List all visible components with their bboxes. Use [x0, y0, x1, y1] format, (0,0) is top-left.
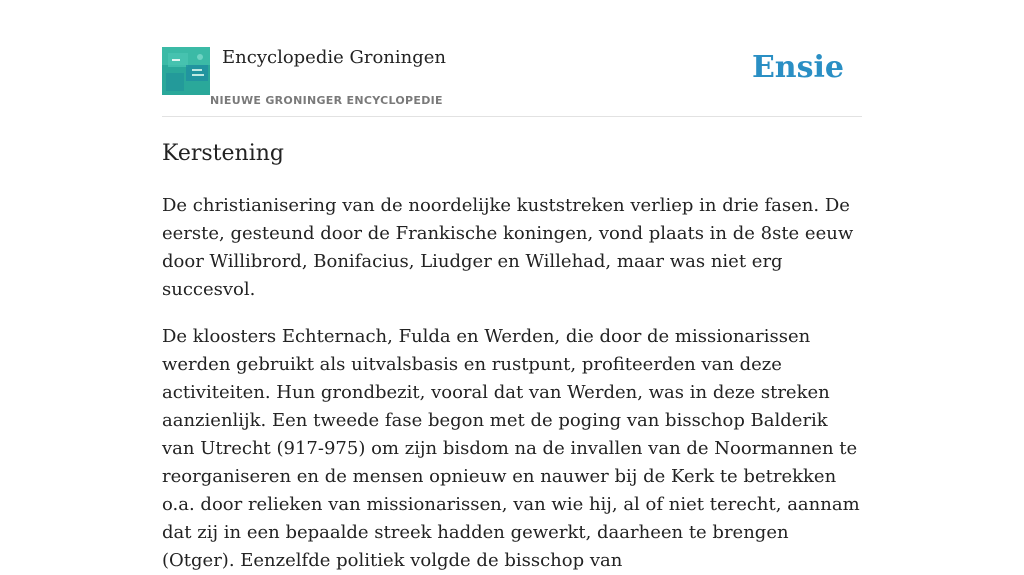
- site-subtitle: NIEUWE GRONINGER ENCYCLOPEDIE: [210, 94, 443, 107]
- site-name[interactable]: Encyclopedie Groningen: [222, 47, 447, 68]
- brand-logo[interactable]: Ensie: [751, 50, 844, 85]
- article-paragraph: De christianisering van de noordelijke kuststreken verliep in drie fasen. De eerste, gesteund door de Frankische koningen, vond plaats in de 8ste eeuw door Willibrord, Bonifacius, Liudger en Willehad, maar was niet erg succesvol.: [162, 195, 854, 300]
- site-header: [162, 40, 862, 117]
- article: [162, 136, 862, 575]
- article-paragraph: De kloosters Echternach, Fulda en Werden, die door de missionarissen werden gebruikt als uitvalsbasis en rustpunt, profiteerden van deze activiteiten. Hun grondbezit, vooral dat van Werden, was in deze streken aanzienlijk. Een tweede fase begon met de poging van bisschop Balderik van Utrecht (917-975) om zijn bisdom na de invallen van de Noormannen te reorganiseren en de mensen opnieuw en nauwer bij de Kerk te betrekken o.a. door relieken van missionarissen, van wie hij, al of niet terecht, aannam dat zij in een bepaalde streek hadden gewerkt, daarheen te brengen (Otger). Eenzelfde politiek volgde de bisschop van: [162, 326, 860, 571]
- article-title: Kerstening: [162, 141, 284, 166]
- site-logo-avatar[interactable]: [162, 47, 210, 95]
- site-logo-image: [162, 47, 210, 95]
